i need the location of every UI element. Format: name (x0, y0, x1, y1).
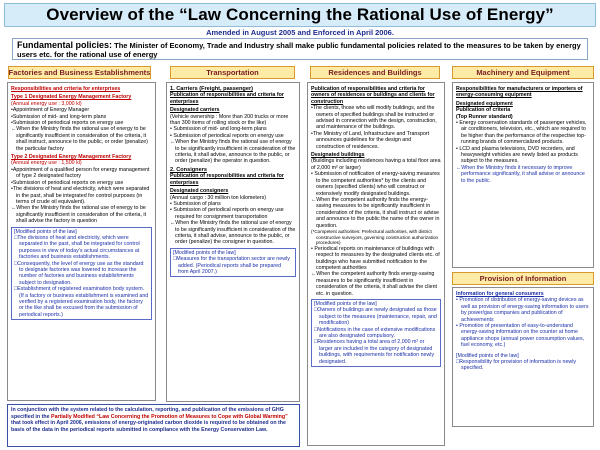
list-item: • LCD and plasma televisions, DVD recorders, and heavyweight vehicles are newly listed as products subject to the measures. (456, 145, 578, 165)
list-item: □Establishment of registered examination body system. (If a factory or business establishment is examined and verified by a registered examination body, the factory or the like shall be excused from the submission of periodical reports.) (14, 286, 149, 318)
list-item: □Responsibility for provision of information is newly specified. (456, 359, 577, 372)
provision-column (452, 287, 594, 427)
list-item: ←When the Ministry finds the rational use of energy to be significantly insufficient in consideration of the criteria, it shall advise, announce to the public, or order (penalize) the consigner in question. (170, 220, 296, 246)
header-transportation: Transportation (170, 66, 295, 79)
designated-equipment-title: Designated equipment (456, 100, 513, 107)
transportation-column (166, 82, 300, 402)
factories-heading: Responsibilities and criteria for enterprises (11, 86, 121, 92)
carriers-heading: Publication of responsibilities and criteria for enterprises (170, 92, 284, 105)
list-item: • Energy conservation standards of passenger vehicles, air conditioners, television, etc., which are required to be higher than the performance of the respective top-running brands of commercialized products. (456, 120, 587, 146)
transportation-modified-points (170, 248, 296, 278)
policy-text: The Minister of Economy, Trade and Industry shall make public fundamental policies related to the measures to be taken by energy users etc. for the rational use of energy (17, 41, 581, 59)
policy-label: Fundamental policies: (17, 40, 113, 50)
ghg-emissions-note (7, 404, 300, 447)
list-item: •Appointment of Energy Manager (11, 107, 90, 114)
modified-title: [Modified points of the law] (314, 300, 377, 307)
note-post: that took effect in April 2006, emissions of energy-originated carbon dioxide is required to be obtained on the basis of the data in the periodical reports submitted in compliance with the Energy Conservation Law. (11, 420, 286, 433)
list-item: • Submission of mid- and long-term plans (170, 126, 267, 133)
list-item: ←When the Ministry finds the rational use of energy to be significantly insufficient in consideration of the criteria, it shall advise the factory in question (11, 205, 147, 225)
modified-title: [Modified points of the law] (456, 352, 519, 359)
list-item: ←When the competent authority finds energy-saving measures to be significantly insufficient in consideration of the criteria, it shall advise the client etc. in question. (311, 271, 438, 297)
list-item: • Promotion of distribution of energy-saving devices as well as provision of energy-saving information to users by power/gas companies and publication of achievements (456, 297, 589, 323)
list-item: •The divisions of heat and electricity, which were separated in the past, shall be integrated for control purposes (in terms of crude oil equivalent). (11, 186, 150, 205)
consigners-intro: (Annual cargo : 30 million ton kilometers) (170, 194, 266, 201)
consigners-title: 2. Consigners (170, 166, 207, 173)
consigners-heading: Publication of responsibilities and criteria for enterprises (170, 173, 284, 186)
list-item: □Consequently, the level of energy use as the standard to designate factories was lowered to increase the number of factories and business establishments subject to designation. (14, 260, 144, 286)
amended-note: Amended in August 2005 and Enforced in April 2006. (206, 28, 394, 37)
consigners-sub: Designated consigners (170, 188, 229, 195)
type1-sub: (Annual energy use : 3,000 kl) (11, 100, 82, 107)
list-item: •The Ministry of Land, Infrastructure and Transport announces guidelines for the design and construction of residences. (311, 130, 430, 150)
header-factories: Factories and Business Establishments (8, 68, 151, 77)
type1-list (11, 107, 152, 152)
list-item: • Periodical reports on maintenance of buildings with respect to measures by the designated clients etc. of buildings who have submitted notification to the competent authorities (311, 245, 440, 271)
list-item: •Submission of mid- and long-term plans (11, 113, 107, 120)
list-item: • Submission of periodical reports on energy use (170, 132, 284, 139)
fundamental-policies-box (12, 38, 588, 60)
list-item: (*Competent authorities: Prefectural authorities, with district constructive surveyors, governing construction authorization procedures) (311, 228, 439, 246)
list-item: • Submission of plans (170, 200, 221, 207)
designated-buildings-title: Designated buildings (311, 152, 365, 159)
provision-heading: Information for general consumers (456, 291, 544, 297)
machinery-heading: Responsibilities for manufacturers or importers of energy-consuming equipment (456, 86, 583, 99)
type2-list (11, 167, 152, 225)
list-item: □Notifications in the case of extensive modifications are also designated compulsory. (314, 326, 436, 339)
modified-title: [Modified points of the law] (14, 228, 77, 235)
type1-title: Type 1 Designated Energy Management Factory (11, 94, 132, 101)
list-item: • Promotion of presentation of easy-to-understand energy-saving information on the counter at home appliance shops (annual power consumption values, fuel economy, etc.) (456, 323, 585, 349)
list-item: •Submission of periodical reports on energy use (11, 120, 124, 127)
list-item: •Appointment of a qualified person for energy management of type 2 designated factory (11, 166, 150, 180)
carriers-sub: Designated carriers (170, 107, 220, 114)
title-banner (4, 3, 596, 27)
list-item: ←When the Ministry finds it necessary to improve performance significantly, it shall advise or announce to the public. (456, 164, 585, 184)
residences-modified-points (311, 299, 441, 367)
residences-heading: Publication of responsibilities and criteria for owners of residences or buildings and clients for construction (311, 86, 435, 105)
list-item: • Submission of periodical reports on energy use required for consignment transportation (170, 207, 284, 220)
criteria-title: Publication of criteria (456, 107, 511, 114)
header-provision: Provision of Information (452, 272, 594, 285)
top-runner-label: (Top Runner standard) (456, 113, 513, 120)
designated-buildings-intro: (Buildings including residences having a total floor area of 2,000 m² or larger) (311, 158, 441, 171)
factories-column (7, 82, 156, 401)
note-pre: In conjunction with the system related to the calculation, reporting, and publication of the emissions of GHG specified in the (11, 407, 284, 420)
type2-sub: (Annual energy use : 1,500 kl) (11, 160, 82, 167)
carriers-title: 1. Carriers (Freight, passenger) (170, 86, 254, 92)
list-item: • Submission of notification of energy-saving measures to the competent authorities* by the clients and owners (specified clients) who will construct or extensively modify designated buildings. (311, 171, 440, 197)
header-machinery: Machinery and Equipment (452, 66, 594, 79)
modified-title: [Modified points of the law] (173, 249, 236, 256)
list-item: ←When the Ministry finds the rational use of energy to be significantly insufficient in consideration of the criteria, it shall instruct, announce to the public, or order (penalize) the particular factory (11, 126, 148, 152)
factories-modified-points (11, 227, 152, 321)
list-item: •The clients, those who will modify buildings, and the owners of specified buildings shall be instructed or advised in connection with the design, construction, and maintenance of the buildings. (311, 105, 437, 131)
carriers-intro: (Vehicle ownership : More than 200 trucks or more than 300 items of rolling stock or the like) (170, 113, 289, 127)
list-item: ←When the competent authority finds the energy-saving measures to be significantly insufficient in consideration of the criteria, it shall instruct or advise and announce to the public the name of the owner in question. (311, 196, 440, 229)
header-residences: Residences and Buildings (310, 66, 440, 79)
list-item: □The divisions of heat and electricity, which were separated in the past, shall be integrated for control purposes in view of today’s actual circumstances at factories and business establishments. (14, 234, 140, 261)
list-item: ←When the Ministry finds the rational use of energy to be significantly insufficient in consideration of the criteria, it shall advise, announce to the public, or order (penalize) the operator in question. (170, 139, 296, 165)
list-item: □Residences having a total area of 2,000 m² or larger are included in the category of designated buildings, with requirements for notification newly designated. (314, 339, 435, 365)
machinery-column (452, 82, 594, 268)
list-item: □Owners of buildings are newly designated as those subject to the measures (maintenance, repair, and modification) (314, 307, 437, 327)
note-highlight: Partially Modified “Law Concerning the Promotion of Measures to Cope with Global Warming” (51, 413, 288, 420)
list-item: □Measures for the transportation sector are newly added. (Periodical reports shall be prepared from April 2007.) (173, 256, 290, 275)
type2-title: Type 2 Designated Energy Management Factory (11, 154, 132, 161)
list-item: •Submission of periodical reports on energy use (11, 179, 124, 186)
page-title: Overview of the “Law Concerning the Rational Use of Energy” (46, 5, 554, 24)
residences-column (307, 82, 445, 446)
